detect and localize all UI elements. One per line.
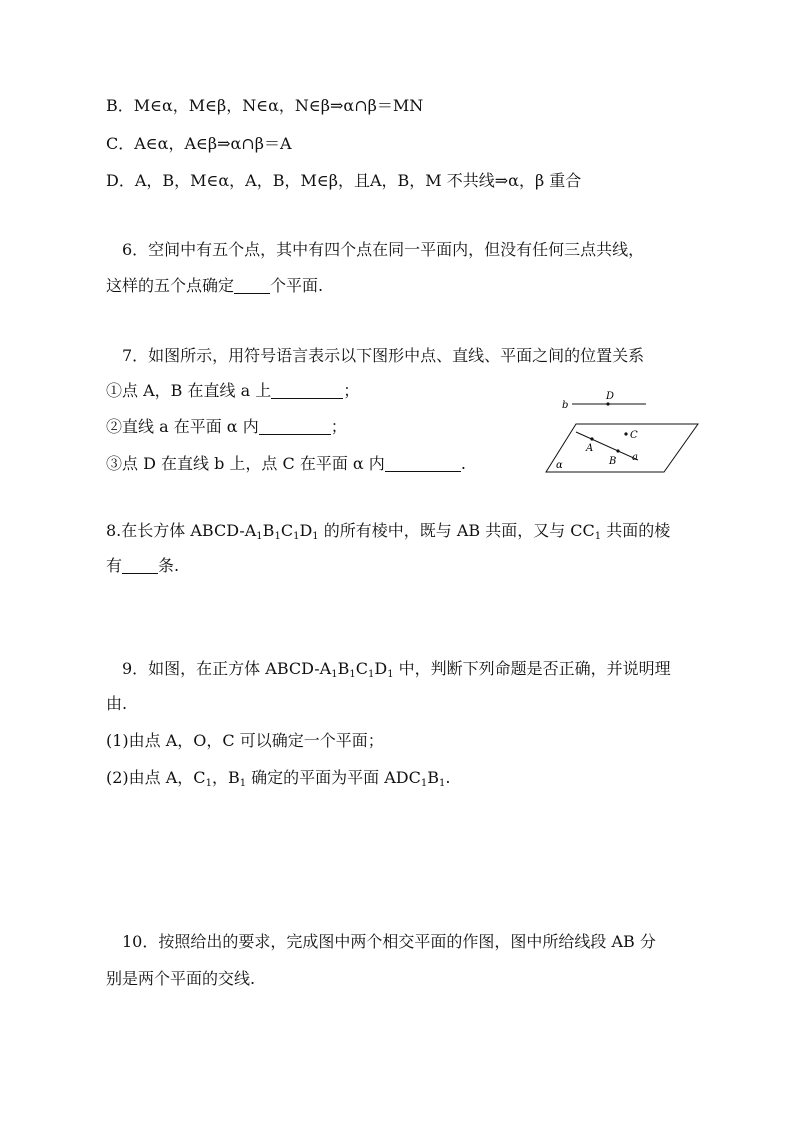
point-b <box>616 449 619 452</box>
q8-sub-3: 1 <box>293 531 300 542</box>
q9-sub-1: 1 <box>331 669 338 680</box>
label-a-point: A <box>586 443 594 454</box>
label-d: D <box>606 391 615 402</box>
q8-text-d: D <box>299 521 313 540</box>
q7-stem: 7．如图所示，用符号语言表示以下图形中点、直线、平面之间的位置关系 <box>122 346 645 365</box>
q7-item2-blank[interactable] <box>259 419 331 435</box>
label-a-line: a <box>632 452 638 463</box>
q7-item3-blank[interactable] <box>385 456 461 472</box>
q9-item2-sub-2: 1 <box>239 778 247 789</box>
q8-text-end: 共面的棱 <box>601 521 671 540</box>
q9-item2-sub-4: 1 <box>439 778 446 789</box>
q6-answer-blank[interactable] <box>234 278 270 294</box>
q9-item2-period: . <box>445 768 451 787</box>
label-alpha: α <box>556 460 563 471</box>
q9-sub-3: 1 <box>367 669 375 680</box>
q7-item3-text: ③点 D 在直线 b 上，点 C 在平面 α 内 <box>106 454 385 473</box>
q9-item2 <box>106 768 451 788</box>
option-d: D．A，B，M∈α，A，B，M∈β，且A，B，M 不共线⇒α，β 重合 <box>106 171 582 190</box>
q7-item3 <box>106 454 466 474</box>
q7-item1-text: ①点 A，B 在直线 a 上 <box>106 381 272 400</box>
q9-item2-b: ，B <box>211 768 240 787</box>
q9-item2-a: (2)由点 A，C <box>106 768 206 787</box>
q8-sub-2: 1 <box>274 531 281 542</box>
q9-text-d: D <box>374 659 388 678</box>
point-a <box>590 437 593 440</box>
q8-text-a: 8.在长方体 ABCD-A <box>106 521 257 540</box>
q7-item2-text: ②直线 a 在平面 α 内 <box>106 417 259 436</box>
q8-sub-1: 1 <box>256 531 263 542</box>
point-c <box>624 432 627 435</box>
q6-line2-pre: 这样的五个点确定 <box>106 276 235 295</box>
q9-line2: 由. <box>106 694 128 713</box>
q8-answer-blank[interactable] <box>122 558 158 574</box>
label-b-point: B <box>609 456 617 467</box>
q9-item2-sub-1: 1 <box>205 778 212 789</box>
q7-item1 <box>106 381 359 401</box>
q9-sub-4: 1 <box>387 669 394 680</box>
q8-text-rest: 的所有棱中，既与 AB 共面，又与 CC <box>318 521 595 540</box>
q6-line1: 6．空间中有五个点，其中有四个点在同一平面内，但没有任何三点共线， <box>122 240 645 259</box>
label-c: C <box>630 430 638 441</box>
q9-text-a: 9．如图，在正方体 ABCD-A <box>122 659 332 678</box>
q9-text-rest: 中，判断下列命题是否正确，并说明理 <box>393 659 671 678</box>
q7-item2 <box>106 417 347 437</box>
q10-line2: 别是两个平面的交线. <box>106 969 256 988</box>
q6-line2-post: 个平面. <box>270 276 324 295</box>
q9-text-c: C <box>355 659 368 678</box>
option-c: C．A∈α，A∈β⇒α∩β＝A <box>106 134 292 153</box>
q9-item1: (1)由点 A，O，C 可以确定一个平面； <box>106 731 384 750</box>
q8-line2-pre: 有 <box>106 556 123 575</box>
q8-text-c: C <box>280 521 294 540</box>
q8-sub-5: 1 <box>594 531 602 542</box>
q9-item2-sub-3: 1 <box>420 778 428 789</box>
label-b: b <box>562 400 569 411</box>
q10-line1: 10．按照给出的要求，完成图中两个相交平面的作图，图中所给线段 AB 分 <box>122 932 656 951</box>
q9-line1 <box>122 659 671 679</box>
q7-item1-post: ； <box>343 381 360 400</box>
option-b: B．M∈α，M∈β，N∈α，N∈β⇒α∩β＝MN <box>106 96 424 115</box>
q8-line2-post: 条. <box>158 556 180 575</box>
q8-line2 <box>106 556 179 576</box>
plane-alpha <box>546 424 698 472</box>
q9-item2-c: 确定的平面为平面 ADC <box>246 768 421 787</box>
q7-item1-blank[interactable] <box>271 383 343 399</box>
q7-item2-post: ； <box>330 417 347 436</box>
q8-sub-4: 1 <box>312 531 319 542</box>
point-d <box>606 402 609 405</box>
q7-item3-post: . <box>460 454 466 473</box>
q9-sub-2: 1 <box>349 669 356 680</box>
q8-line1 <box>106 521 670 541</box>
q8-text-b: B <box>262 521 275 540</box>
q9-text-b: B <box>337 659 350 678</box>
q6-line2 <box>106 276 323 296</box>
q9-item2-d: B <box>427 768 440 787</box>
q7-figure <box>540 386 710 476</box>
